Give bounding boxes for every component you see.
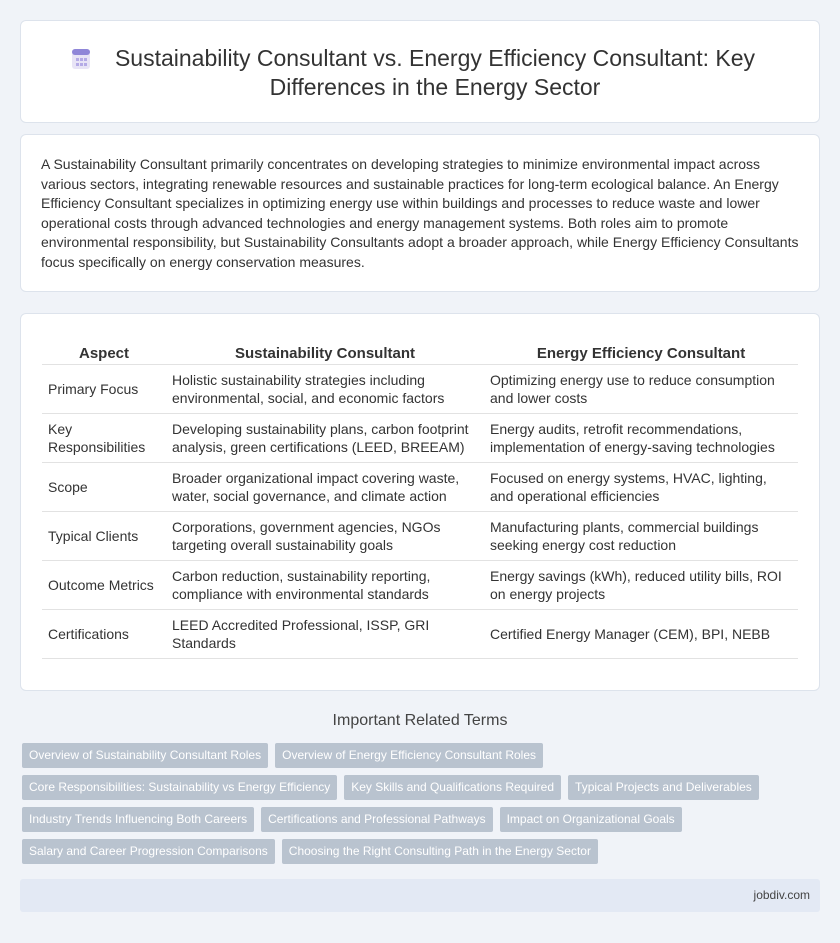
row-aspect: Scope	[42, 462, 166, 511]
related-terms-list	[22, 743, 822, 871]
row-aspect: Certifications	[42, 609, 166, 658]
table-row	[42, 364, 798, 413]
table-row	[42, 609, 798, 658]
footer	[20, 879, 820, 912]
table-row	[42, 413, 798, 462]
page-title: Sustainability Consultant vs. Energy Efficiency Consultant: Key Differences in the Energy Sector	[114, 45, 756, 100]
header-aspect: Aspect	[42, 334, 166, 364]
row-aspect: Outcome Metrics	[42, 560, 166, 609]
row-energy-efficiency: Energy savings (kWh), reduced utility bills, ROI on energy projects	[484, 560, 798, 609]
tag-row	[22, 743, 822, 775]
related-terms-heading: Important Related Terms	[332, 712, 508, 729]
footer-site-link[interactable]: jobdiv.com	[753, 888, 810, 902]
table-row	[42, 462, 798, 511]
row-aspect: Typical Clients	[42, 511, 166, 560]
row-sustainability: Carbon reduction, sustainability reporting, compliance with environmental standards	[166, 560, 484, 609]
row-sustainability: Developing sustainability plans, carbon footprint analysis, green certifications (LEED, BREEAM)	[166, 413, 484, 462]
title-card	[20, 20, 820, 123]
tag-row	[22, 775, 822, 807]
summary-text: A Sustainability Consultant primarily concentrates on developing strategies to minimize environmental impact across various sectors, integrating renewable resources and sustainable practices for long-term ecological balance. An Energy Efficiency Consultant specializes in optimizing energy use within buildings and processes to reduce waste and lower operational costs through advanced technologies and energy management systems. Both roles aim to promote environmental responsibility, but Sustainability Consultants adopt a broader approach, while Energy Efficiency Consultants focus specifically on energy conservation measures.	[41, 156, 799, 270]
related-term-tag[interactable]: Typical Projects and Deliverables	[568, 775, 759, 800]
table-row	[42, 560, 798, 609]
header-sustainability: Sustainability Consultant	[166, 334, 484, 364]
row-sustainability: LEED Accredited Professional, ISSP, GRI Standards	[166, 609, 484, 658]
comparison-table-card	[20, 313, 820, 691]
related-term-tag[interactable]: Overview of Energy Efficiency Consultant Roles	[275, 743, 543, 768]
related-term-tag[interactable]: Choosing the Right Consulting Path in the Energy Sector	[282, 839, 598, 864]
related-term-tag[interactable]: Salary and Career Progression Comparisons	[22, 839, 275, 864]
row-energy-efficiency: Energy audits, retrofit recommendations, implementation of energy-saving technologies	[484, 413, 798, 462]
related-term-tag[interactable]: Industry Trends Influencing Both Careers	[22, 807, 254, 832]
row-energy-efficiency: Optimizing energy use to reduce consumption and lower costs	[484, 364, 798, 413]
row-aspect: Key Responsibilities	[42, 413, 166, 462]
related-term-tag[interactable]: Key Skills and Qualifications Required	[344, 775, 561, 800]
summary-card	[20, 134, 820, 292]
row-sustainability: Corporations, government agencies, NGOs targeting overall sustainability goals	[166, 511, 484, 560]
header-energy-efficiency: Energy Efficiency Consultant	[484, 334, 798, 364]
related-term-tag[interactable]: Core Responsibilities: Sustainability vs Energy Efficiency	[22, 775, 337, 800]
tag-row	[22, 807, 822, 839]
table-row	[42, 511, 798, 560]
table-header-row	[42, 334, 798, 364]
row-energy-efficiency: Manufacturing plants, commercial buildings seeking energy cost reduction	[484, 511, 798, 560]
tag-row	[22, 839, 822, 871]
related-term-tag[interactable]: Impact on Organizational Goals	[500, 807, 682, 832]
row-sustainability: Holistic sustainability strategies including environmental, social, and economic factors	[166, 364, 484, 413]
comparison-table	[42, 334, 798, 659]
related-term-tag[interactable]: Certifications and Professional Pathways	[261, 807, 492, 832]
row-sustainability: Broader organizational impact covering waste, water, social governance, and climate action	[166, 462, 484, 511]
row-energy-efficiency: Certified Energy Manager (CEM), BPI, NEBB	[484, 609, 798, 658]
row-aspect: Primary Focus	[42, 364, 166, 413]
related-term-tag[interactable]: Overview of Sustainability Consultant Roles	[22, 743, 268, 768]
row-energy-efficiency: Focused on energy systems, HVAC, lighting, and operational efficiencies	[484, 462, 798, 511]
